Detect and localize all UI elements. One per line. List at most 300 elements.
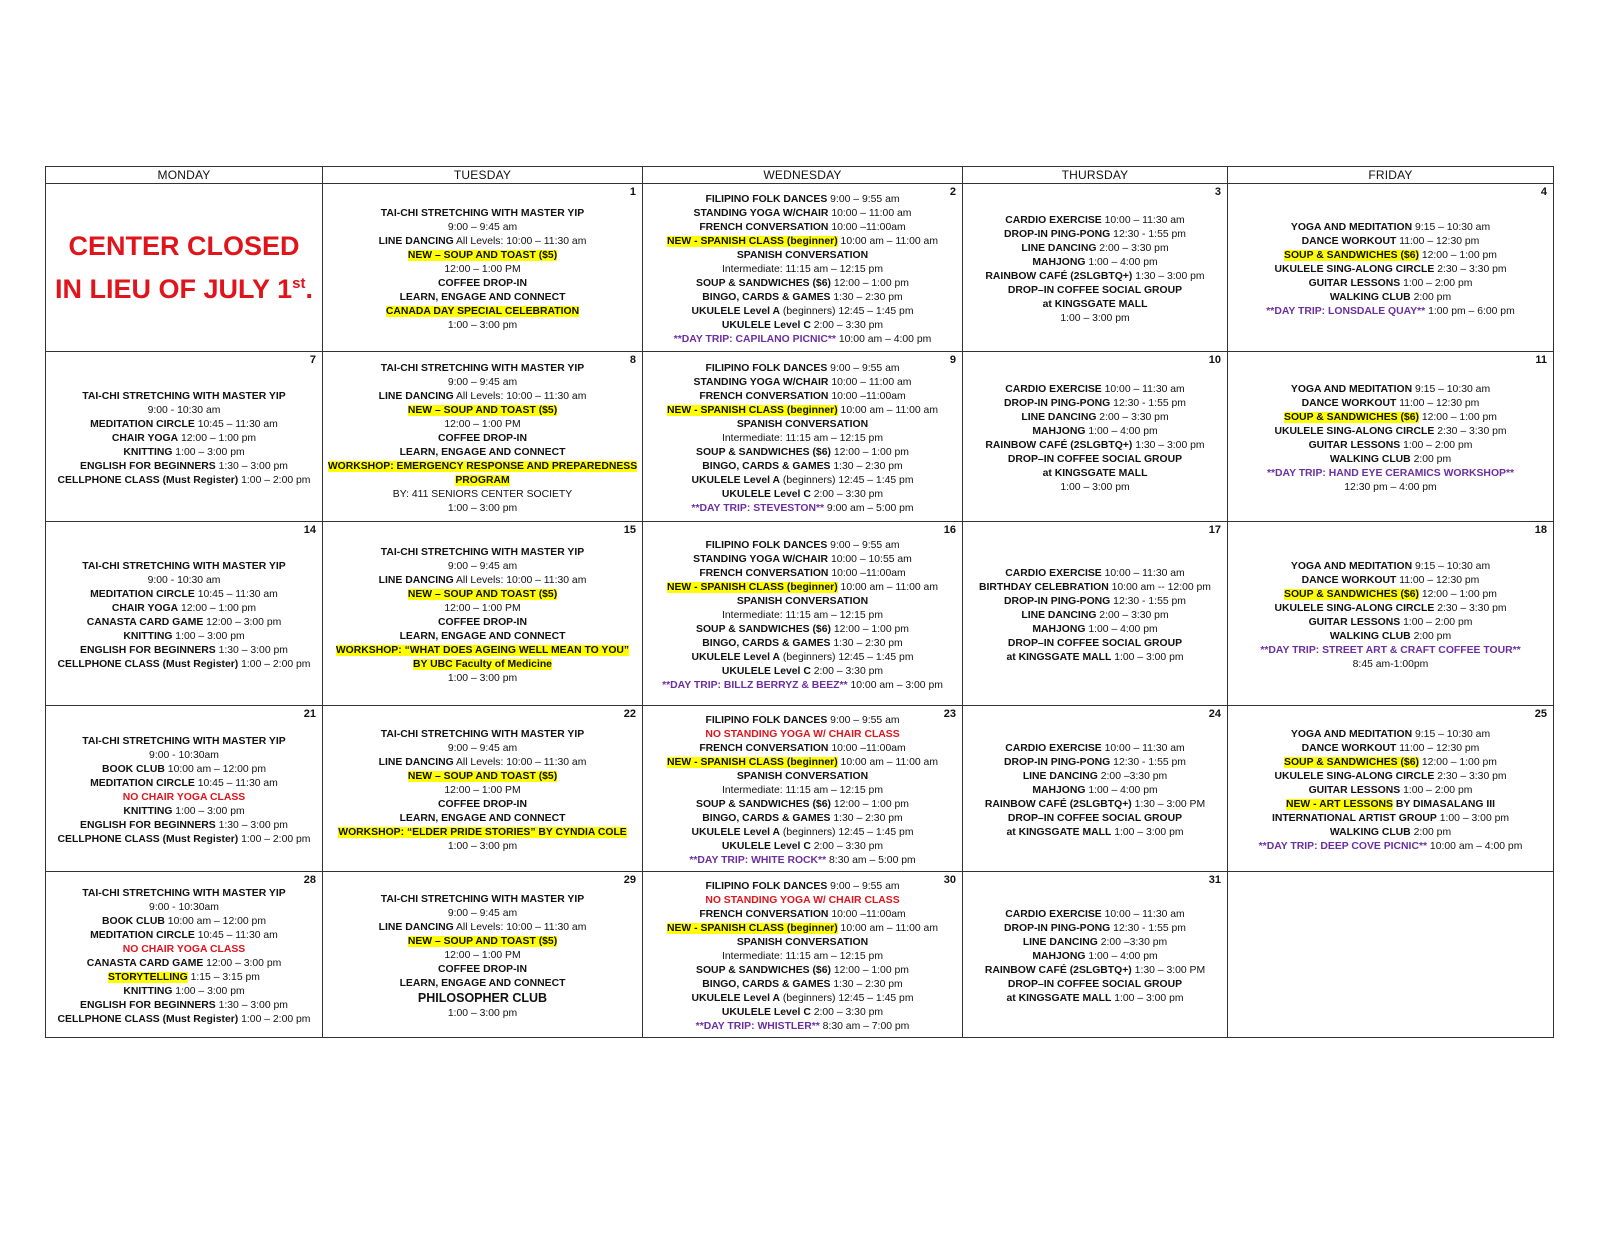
day-cell: [323, 522, 643, 706]
event-line: [327, 319, 638, 333]
event-time: 10:00 am – 11:00 am: [837, 405, 938, 416]
day-trip-text: **DAY TRIP: STEVESTON**: [691, 503, 825, 514]
event-line: [50, 560, 318, 574]
event-line: [967, 637, 1223, 651]
event-time: 1:00 – 2:00 pm: [1400, 785, 1473, 796]
event-time: 1:00 – 3:00 pm: [1436, 813, 1510, 824]
event-line: [50, 588, 318, 602]
event-time: 10:00 –11:00am: [828, 909, 906, 920]
event-name: CELLPHONE CLASS (Must Register): [57, 1014, 239, 1025]
event-time: 10:00 am – 12:00 pm: [164, 916, 266, 927]
event-time: 12:30 - 1:55 pm: [1110, 757, 1186, 768]
event-line: [1232, 784, 1549, 798]
event-line: [50, 957, 318, 971]
event-line: [647, 840, 958, 854]
day-cell: [323, 706, 643, 872]
event-line: [647, 446, 958, 460]
event-line: [647, 581, 958, 595]
event-time: 2:00 pm: [1410, 292, 1452, 303]
event-line: [1232, 602, 1549, 616]
day-events: [323, 199, 642, 336]
day-cell: [1228, 872, 1554, 1038]
event-time: Intermediate: 11:15 am – 12:15 pm: [722, 264, 883, 275]
event-line: [647, 609, 958, 623]
event-name: DANCE WORKOUT: [1301, 743, 1397, 754]
event-name: NEW – SOUP AND TOAST ($5): [407, 771, 558, 782]
event-line: [967, 411, 1223, 425]
event-time: 9:00 – 9:55 am: [827, 715, 900, 726]
event-name: STANDING YOGA W/CHAIR: [693, 554, 829, 565]
day-events: [643, 185, 962, 350]
event-line: [647, 221, 958, 235]
event-time: 1:00 – 4:00 pm: [1085, 257, 1158, 268]
event-time: 1:00 – 3:00 pm: [447, 320, 518, 331]
event-line: [967, 798, 1223, 812]
day-events: [963, 900, 1227, 1009]
event-line: [1232, 383, 1549, 397]
event-line: [327, 588, 638, 602]
day-number: 2: [949, 186, 956, 198]
event-time: 2:30 – 3:30 pm: [1434, 264, 1507, 275]
event-name: RAINBOW CAFÉ (2SLGBTQ+): [984, 965, 1132, 976]
event-time: 10:00 – 11:00 am: [828, 377, 912, 388]
event-name: DROP-IN PING-PONG: [1004, 229, 1111, 240]
event-line: [327, 630, 638, 644]
event-name: LINE DANCING: [378, 922, 454, 933]
day-cell: [1228, 706, 1554, 872]
event-line: [1232, 481, 1549, 495]
event-line: [647, 193, 958, 207]
event-name: at KINGSGATE MALL: [1042, 468, 1148, 479]
event-name: YOGA AND MEDITATION: [1290, 222, 1413, 233]
event-name: FRENCH CONVERSATION: [699, 568, 829, 579]
event-line: [50, 985, 318, 999]
event-name: BINGO, CARDS & GAMES: [702, 813, 831, 824]
event-time: 1:00 – 3:00 pm: [447, 1008, 518, 1019]
event-line: [327, 728, 638, 742]
cancellation-text: NO CHAIR YOGA CLASS: [122, 792, 246, 803]
event-time: 12:00 – 1:00 pm: [1418, 757, 1497, 768]
event-time: 1:00 – 3:00 pm: [447, 503, 518, 514]
event-line: [1232, 840, 1549, 854]
event-line: [967, 770, 1223, 784]
event-line: [1232, 560, 1549, 574]
event-time: 12:00 – 1:00 pm: [1418, 250, 1497, 261]
event-time: 1:00 – 2:00 pm: [238, 834, 311, 845]
day-events: [1228, 375, 1553, 498]
event-line: [647, 964, 958, 978]
event-line: [327, 574, 638, 588]
event-time: 9:00 – 9:55 am: [827, 194, 900, 205]
event-name: CHAIR YOGA: [111, 603, 179, 614]
event-name: CANASTA CARD GAME: [86, 617, 204, 628]
event-name: NEW - SPANISH CLASS (beginner): [666, 405, 838, 416]
day-trip-text: **DAY TRIP: STREET ART & CRAFT COFFEE TOUR**: [1260, 645, 1521, 656]
event-name: MAHJONG: [1032, 426, 1086, 437]
event-line: [327, 502, 638, 516]
event-time: 1:00 – 3:00 pm: [1111, 993, 1184, 1004]
day-number: 3: [1214, 186, 1221, 198]
event-name: RAINBOW CAFÉ (2SLGBTQ+): [985, 271, 1133, 282]
event-time: 9:00 - 10:30 am: [147, 575, 221, 586]
event-line: [647, 756, 958, 770]
week-row: [46, 184, 1554, 352]
event-time: 10:45 – 11:30 am: [194, 930, 278, 941]
event-line: [1232, 291, 1549, 305]
event-time: 9:00 - 10:30 am: [147, 405, 221, 416]
event-time: 2:00 – 3:30 pm: [810, 489, 884, 500]
event-name: MAHJONG: [1032, 785, 1086, 796]
event-name: PROGRAM: [455, 475, 510, 486]
event-line: [327, 488, 638, 502]
event-line: [967, 214, 1223, 228]
event-line: [967, 742, 1223, 756]
event-line: [1232, 425, 1549, 439]
event-line: [50, 630, 318, 644]
header-monday: MONDAY: [46, 167, 323, 184]
day-events: [963, 206, 1227, 329]
week-row: [46, 522, 1554, 706]
event-time: 11:00 – 12:30 pm: [1396, 743, 1480, 754]
event-name: CARDIO EXERCISE: [1005, 909, 1102, 920]
event-name: at KINGSGATE MALL: [1006, 827, 1112, 838]
event-line: [50, 999, 318, 1013]
event-line: [327, 291, 638, 305]
day-trip-text: **DAY TRIP: WHISTLER**: [695, 1021, 820, 1032]
event-line: [1232, 397, 1549, 411]
event-line: [1232, 439, 1549, 453]
event-time: 10:00 – 11:30 am: [1101, 743, 1185, 754]
event-name: STORYTELLING: [108, 972, 188, 983]
event-name: SOUP & SANDWICHES ($6): [1284, 250, 1419, 261]
day-number: 7: [309, 354, 316, 366]
event-name: STANDING YOGA W/CHAIR: [693, 208, 829, 219]
event-line: [967, 397, 1223, 411]
event-line: [647, 333, 958, 347]
event-line: [1232, 221, 1549, 235]
day-number: 11: [1535, 354, 1547, 366]
event-line: [967, 242, 1223, 256]
day-cell: [643, 522, 963, 706]
event-line: [1232, 588, 1549, 602]
event-name: CELLPHONE CLASS (Must Register): [57, 659, 239, 670]
event-time: (beginners) 12:45 – 1:45 pm: [780, 475, 914, 486]
event-time: 10:00 am – 11:00 am: [837, 757, 938, 768]
event-line: [50, 735, 318, 749]
event-line: [647, 432, 958, 446]
event-name: FRENCH CONVERSATION: [699, 743, 829, 754]
day-events: [323, 885, 642, 1024]
event-line: [50, 404, 318, 418]
event-line: [967, 467, 1223, 481]
day-number: 1: [629, 186, 636, 198]
event-line: [647, 1006, 958, 1020]
event-name: DROP–IN COFFEE SOCIAL GROUP: [1007, 813, 1183, 824]
event-line: [647, 390, 958, 404]
event-name: DROP-IN PING-PONG: [1004, 596, 1111, 607]
event-time: (beginners) 12:45 – 1:45 pm: [780, 306, 914, 317]
event-line: [647, 826, 958, 840]
event-line: [50, 749, 318, 763]
event-line: [647, 1020, 958, 1034]
event-name: KNITTING: [123, 447, 173, 458]
event-line: [1232, 235, 1549, 249]
event-name: SOUP & SANDWICHES ($6): [696, 965, 831, 976]
day-number: 28: [303, 874, 316, 886]
event-time: 10:00 – 11:30 am: [1101, 384, 1185, 395]
event-name: DROP–IN COFFEE SOCIAL GROUP: [1007, 979, 1183, 990]
event-name: GUITAR LESSONS: [1308, 617, 1401, 628]
event-line: [327, 672, 638, 686]
day-events: [643, 354, 962, 519]
event-time: 1:00 – 3:00 pm: [447, 841, 518, 852]
event-time: 1:00 – 3:00 pm: [1060, 482, 1130, 493]
event-line: [967, 964, 1223, 978]
event-name: MEDITATION CIRCLE: [90, 589, 195, 600]
event-name: SPANISH CONVERSATION: [736, 596, 869, 607]
event-line: [327, 977, 638, 991]
event-line: [967, 284, 1223, 298]
day-number: 29: [623, 874, 636, 886]
event-name: RAINBOW CAFÉ (2SLGBTQ+): [985, 440, 1133, 451]
day-cell: [643, 352, 963, 522]
event-time: 9:00 am – 5:00 pm: [824, 503, 914, 514]
event-line: [327, 446, 638, 460]
day-cell: [1228, 184, 1554, 352]
event-time: 1:00 – 3:00 pm: [447, 673, 518, 684]
event-line: [647, 277, 958, 291]
event-name: MEDITATION CIRCLE: [90, 930, 195, 941]
event-line: [647, 894, 958, 908]
event-time: 1:00 – 3:00 pm: [1111, 827, 1184, 838]
event-line: [327, 277, 638, 291]
event-time: PHILOSOPHER CLUB: [417, 991, 548, 1005]
event-time: 10:00 am – 3:00 pm: [847, 680, 943, 691]
event-line: [50, 805, 318, 819]
event-name: LINE DANCING: [378, 236, 454, 247]
event-time: 10:00 – 10:55 am: [828, 554, 912, 565]
event-time: 12:00 – 1:00 pm: [178, 433, 257, 444]
event-line: [50, 616, 318, 630]
event-name: NEW – SOUP AND TOAST ($5): [407, 405, 558, 416]
day-cell: [323, 184, 643, 352]
event-time: 1:00 – 2:00 pm: [238, 475, 311, 486]
event-time: 10:00 – 11:30 am: [1101, 215, 1185, 226]
day-cell: [46, 522, 323, 706]
event-time: 12:00 – 1:00 pm: [830, 624, 909, 635]
event-name: TAI-CHI STRETCHING WITH MASTER YIP: [82, 888, 286, 899]
week-row: [46, 352, 1554, 522]
event-line: [327, 826, 638, 840]
event-time: 12:00 – 1:00 pm: [830, 278, 909, 289]
event-line: [967, 439, 1223, 453]
header-wednesday: WEDNESDAY: [643, 167, 963, 184]
event-name: DANCE WORKOUT: [1301, 398, 1397, 409]
event-line: [647, 798, 958, 812]
event-name: CARDIO EXERCISE: [1005, 384, 1102, 395]
event-name: FRENCH CONVERSATION: [699, 391, 829, 402]
event-line: [327, 305, 638, 319]
event-name: CARDIO EXERCISE: [1005, 568, 1102, 579]
event-name: LEARN, ENGAGE AND CONNECT: [399, 447, 566, 458]
cancellation-text: NO CHAIR YOGA CLASS: [122, 944, 246, 955]
event-time: 12:00 – 1:00 pm: [178, 603, 257, 614]
event-line: [327, 742, 638, 756]
day-events: [1228, 552, 1553, 675]
event-time: 1:00 – 2:00 pm: [1400, 617, 1473, 628]
day-trip-text: **DAY TRIP: LONSDALE QUAY**: [1266, 306, 1426, 317]
event-name: LINE DANCING: [1021, 412, 1097, 423]
cancellation-text: NO STANDING YOGA W/ CHAIR CLASS: [705, 729, 900, 740]
event-line: [327, 644, 638, 658]
day-number: 25: [1534, 708, 1547, 720]
event-name: LINE DANCING: [1021, 610, 1097, 621]
event-line: [647, 665, 958, 679]
day-cell: [963, 522, 1228, 706]
event-time: 12:00 – 3:00 pm: [203, 958, 282, 969]
event-name: WALKING CLUB: [1329, 827, 1411, 838]
event-line: [1232, 742, 1549, 756]
event-line: [327, 546, 638, 560]
event-name: ENGLISH FOR BEGINNERS: [80, 1000, 216, 1011]
event-time: 9:15 – 10:30 am: [1412, 384, 1491, 395]
event-name: CARDIO EXERCISE: [1005, 215, 1102, 226]
event-time: 12:00 – 1:00 pm: [1418, 412, 1497, 423]
event-time: 11:00 – 12:30 pm: [1396, 236, 1480, 247]
event-line: [327, 460, 638, 474]
event-line: [50, 602, 318, 616]
day-events: [323, 538, 642, 689]
event-line: [1232, 756, 1549, 770]
event-line: [647, 679, 958, 693]
event-line: [327, 963, 638, 977]
event-time: 2:00 – 3:30 pm: [1096, 412, 1169, 423]
event-name: UKULELE Level C: [721, 841, 811, 852]
event-time: 2:00 pm: [1410, 827, 1452, 838]
event-name: BIRTHDAY CELEBRATION: [979, 582, 1109, 593]
event-name: UKULELE Level C: [721, 320, 811, 331]
event-name: SPANISH CONVERSATION: [736, 937, 869, 948]
event-line: [1232, 467, 1549, 481]
event-time: BY: 411 SENIORS CENTER SOCIETY: [392, 489, 573, 500]
day-events: [1228, 720, 1553, 857]
event-name: MAHJONG: [1032, 257, 1086, 268]
event-name: BY DIMASALANG III: [1393, 799, 1495, 810]
event-line: [647, 812, 958, 826]
day-number: 8: [629, 354, 636, 366]
event-line: [1232, 630, 1549, 644]
day-events: [1228, 213, 1553, 322]
event-name: SOUP & SANDWICHES ($6): [696, 624, 831, 635]
event-time: 10:00 –11:00am: [828, 568, 906, 579]
day-events: [963, 375, 1227, 498]
event-line: [647, 714, 958, 728]
event-time: 9:00 – 9:55 am: [827, 540, 900, 551]
day-events: [643, 706, 962, 871]
day-cell: [643, 706, 963, 872]
event-name: BINGO, CARDS & GAMES: [702, 638, 831, 649]
event-name: NEW - SPANISH CLASS (beginner): [666, 236, 838, 247]
event-line: [647, 742, 958, 756]
event-line: [50, 432, 318, 446]
event-name: at KINGSGATE MALL: [1006, 652, 1112, 663]
event-time: 10:00 – 11:30 am: [1101, 568, 1185, 579]
event-name: COFFEE DROP-IN: [438, 433, 527, 444]
event-name: INTERNATIONAL ARTIST GROUP: [1271, 813, 1437, 824]
event-name: ENGLISH FOR BEGINNERS: [80, 820, 216, 831]
event-line: [647, 908, 958, 922]
event-name: TAI-CHI STRETCHING WITH MASTER YIP: [82, 736, 286, 747]
event-name: LEARN, ENGAGE AND CONNECT: [399, 631, 566, 642]
event-line: [327, 1007, 638, 1021]
event-time: 1:30 – 3:00 pm: [215, 1000, 288, 1011]
event-time: 1:00 – 3:00 pm: [172, 806, 245, 817]
day-cell: [323, 352, 643, 522]
event-time: 1:00 – 3:00 pm: [172, 986, 245, 997]
event-name: KNITTING: [123, 986, 173, 997]
event-name: UKULELE SING-ALONG CIRCLE: [1274, 426, 1435, 437]
event-line: [50, 777, 318, 791]
event-name: WORKSHOP: EMERGENCY RESPONSE AND PREPAREDNESS: [327, 461, 638, 472]
event-line: [1232, 826, 1549, 840]
day-number: 24: [1208, 708, 1221, 720]
event-time: 1:30 – 3:00 pm: [1132, 271, 1205, 282]
event-line: [1232, 411, 1549, 425]
day-cell: [46, 352, 323, 522]
event-time: 1:30 – 2:30 pm: [830, 813, 903, 824]
event-name: UKULELE Level A: [691, 652, 781, 663]
week-row: [46, 706, 1554, 872]
event-name: COFFEE DROP-IN: [438, 799, 527, 810]
event-line: [50, 418, 318, 432]
event-name: CELLPHONE CLASS (Must Register): [57, 834, 239, 845]
event-name: DROP-IN PING-PONG: [1004, 757, 1111, 768]
event-name: TAI-CHI STRETCHING WITH MASTER YIP: [82, 391, 286, 402]
day-number: 9: [949, 354, 956, 366]
event-line: [647, 922, 958, 936]
event-name: UKULELE Level A: [691, 475, 781, 486]
event-name: LINE DANCING: [378, 757, 454, 768]
event-time: 2:00 – 3:30 pm: [1096, 243, 1169, 254]
event-name: CANASTA CARD GAME: [86, 958, 204, 969]
event-time: 12:30 - 1:55 pm: [1110, 596, 1186, 607]
event-name: ENGLISH FOR BEGINNERS: [80, 461, 216, 472]
event-time: 2:00 –3:30 pm: [1097, 937, 1168, 948]
event-time: 12:30 pm – 4:00 pm: [1344, 482, 1437, 493]
event-line: [50, 446, 318, 460]
event-time: Intermediate: 11:15 am – 12:15 pm: [722, 610, 883, 621]
event-line: [1232, 616, 1549, 630]
event-line: [50, 901, 318, 915]
event-line: [647, 249, 958, 263]
event-name: FRENCH CONVERSATION: [699, 222, 829, 233]
event-line: [647, 235, 958, 249]
event-name: WORKSHOP: “WHAT DOES AGEING WELL MEAN TO YOU”: [335, 645, 630, 656]
event-time: 1:00 – 2:00 pm: [1400, 278, 1473, 289]
event-name: NEW - SPANISH CLASS (beginner): [666, 757, 838, 768]
event-time: 12:30 - 1:55 pm: [1110, 398, 1186, 409]
event-name: YOGA AND MEDITATION: [1290, 561, 1413, 572]
event-time: 10:00 –11:00am: [828, 391, 906, 402]
closed-ordinal-suffix: st: [292, 274, 306, 292]
event-line: [1232, 277, 1549, 291]
event-line: [967, 298, 1223, 312]
event-line: [327, 991, 638, 1007]
event-name: UKULELE Level A: [691, 827, 781, 838]
event-line: [967, 812, 1223, 826]
event-time: 1:30 – 3:00 pm: [215, 645, 288, 656]
event-name: SOUP & SANDWICHES ($6): [1284, 757, 1419, 768]
